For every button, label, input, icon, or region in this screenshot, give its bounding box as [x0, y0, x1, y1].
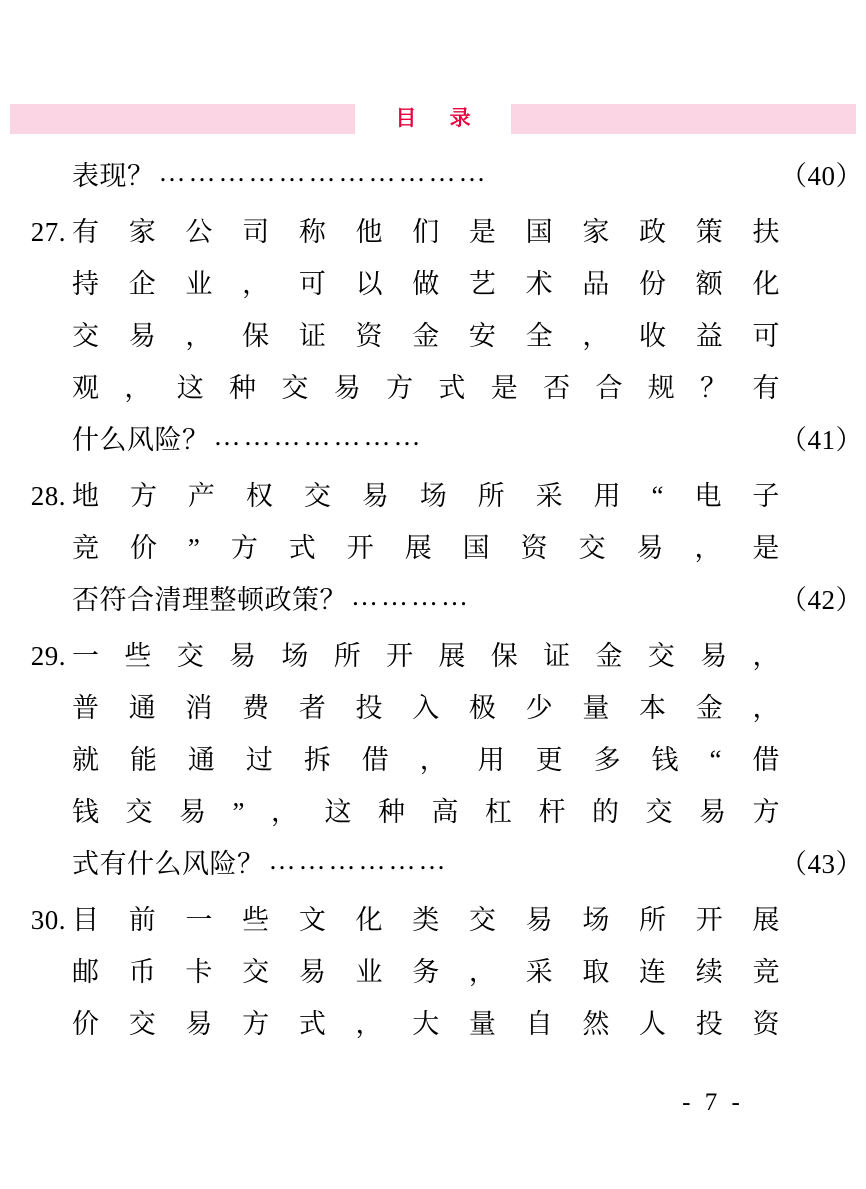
toc-text-char: 人: [639, 1009, 667, 1039]
toc-text-char: 交: [176, 641, 205, 671]
toc-text-char: 安: [468, 321, 497, 351]
toc-entry-line: [0, 362, 866, 414]
toc-entry-text: [72, 734, 780, 786]
toc-text-char: 所: [333, 641, 362, 671]
toc-text-char: 采: [525, 957, 554, 987]
toc-text-char: 取: [582, 957, 610, 987]
toc-entry-text: 式有什么风险？: [72, 849, 265, 879]
toc-text-char: “: [709, 745, 722, 775]
toc-text-char: 币: [128, 957, 157, 987]
toc-text-char: 易: [179, 797, 207, 827]
toc-entry-line: [0, 682, 866, 734]
toc-text-char: 产: [187, 481, 216, 511]
toc-text-char: ，: [468, 957, 497, 987]
toc-text-char: 合: [595, 373, 623, 403]
toc-text-char: 权: [245, 481, 274, 511]
toc-text-char: 交: [303, 481, 332, 511]
toc-text-char: 他: [355, 217, 384, 247]
toc-text-char: 易: [128, 321, 157, 351]
toc-text-char: “: [651, 481, 665, 511]
toc-text-char: 交: [468, 905, 497, 935]
toc-text-char: 术: [525, 269, 554, 299]
toc-text-char: 种: [377, 797, 406, 827]
toc-text-char: 种: [229, 373, 257, 403]
footer-page-number: - 7 -: [682, 1089, 744, 1116]
toc-text-char: 家: [128, 217, 157, 247]
toc-text-char: 大: [412, 1009, 440, 1039]
toc-entry-text: [72, 206, 780, 258]
toc-text-char: ”: [187, 533, 201, 563]
toc-text-char: 入: [412, 693, 440, 723]
toc-text-char: ，: [355, 1009, 384, 1039]
toc-text-char: 交: [128, 1009, 157, 1039]
toc-entry-line: [0, 574, 866, 626]
toc-text-char: 竞: [752, 957, 780, 987]
toc-entry-number: 27.: [30, 217, 66, 247]
toc-text-char: 交: [578, 533, 607, 563]
toc-text-char: 的: [591, 797, 620, 827]
toc-text-char: 收: [639, 321, 667, 351]
toc-entry-page: （43）: [780, 849, 863, 879]
toc-entry-text: [72, 258, 780, 310]
toc-text-char: 通: [187, 745, 216, 775]
toc-text-char: 能: [129, 745, 158, 775]
toc-text-char: 交: [72, 321, 100, 351]
toc-entry-text: [72, 998, 780, 1050]
toc-text-char: ，: [185, 321, 213, 351]
toc-leader-dots: …………: [351, 581, 471, 611]
toc-entry-line: [0, 414, 866, 466]
toc-text-char: 交: [125, 797, 153, 827]
toc-text-char: ”: [232, 797, 245, 827]
toc-text-char: 易: [698, 797, 727, 827]
toc-text-char: 类: [412, 905, 440, 935]
toc-text-char: 消: [185, 693, 213, 723]
toc-text-char: 益: [695, 321, 724, 351]
toc-text-char: 资: [355, 321, 384, 351]
toc-text-char: 展: [752, 905, 780, 935]
toc-text-char: 观: [72, 373, 100, 403]
toc-text-char: 这: [176, 373, 205, 403]
toc-text-char: 做: [412, 269, 440, 299]
toc-text-char: 化: [752, 269, 780, 299]
toc-text-char: 者: [298, 693, 327, 723]
toc-text-char: 品: [582, 269, 610, 299]
toc-text-char: 称: [298, 217, 327, 247]
toc-entry-page: （41）: [780, 425, 863, 455]
toc-text-char: 国: [462, 533, 491, 563]
toc-text-char: 一: [185, 905, 213, 935]
toc-text-char: 量: [582, 693, 610, 723]
toc-text-char: 交: [645, 797, 673, 827]
toc-entry-text: [72, 894, 780, 946]
toc-leader-dots: ……………………………: [158, 157, 489, 187]
toc-text-char: 易: [525, 905, 554, 935]
toc-text-char: 目: [72, 905, 100, 935]
toc-text-char: 然: [582, 1009, 610, 1039]
toc-text-char: 业: [355, 957, 384, 987]
toc-text-char: 持: [72, 269, 100, 299]
toc-text-char: 方: [129, 481, 158, 511]
toc-text-char: 量: [468, 1009, 497, 1039]
toc-entry-text: [72, 362, 780, 414]
toc-text-char: 场: [582, 905, 610, 935]
toc-text-char: ，: [242, 269, 270, 299]
toc-text-char: 开: [695, 905, 724, 935]
toc-entry[interactable]: [0, 206, 866, 466]
toc-text-char: 金: [595, 641, 623, 671]
toc-text-char: 可: [298, 269, 327, 299]
toc-leader-dots: …………………: [213, 421, 424, 451]
table-of-contents: [0, 150, 866, 1054]
toc-text-char: 公: [185, 217, 213, 247]
toc-text-char: 交: [647, 641, 676, 671]
toc-text-char: ，: [582, 321, 610, 351]
toc-text-char: 式: [298, 1009, 327, 1039]
toc-text-char: 电: [694, 481, 722, 511]
toc-text-char: 些: [124, 641, 152, 671]
toc-text-char: 高: [431, 797, 459, 827]
toc-text-char: 邮: [72, 957, 100, 987]
toc-text-char: 扶: [752, 217, 780, 247]
toc-entry-text: [72, 522, 780, 574]
toc-text-char: 易: [229, 641, 257, 671]
toc-text-char: 前: [128, 905, 157, 935]
toc-entry-page: （42）: [780, 585, 863, 615]
toc-text-char: 证: [298, 321, 327, 351]
toc-text-char: 份: [639, 269, 667, 299]
toc-entry-text: 什么风险？: [72, 425, 210, 455]
toc-entry-number: 30.: [30, 905, 66, 935]
toc-text-char: 易: [298, 957, 327, 987]
toc-text-char: ，: [752, 693, 780, 723]
toc-text-char: 价: [129, 533, 158, 563]
toc-text-char: 开: [386, 641, 414, 671]
toc-entry[interactable]: [0, 470, 866, 626]
toc-text-char: 投: [355, 693, 384, 723]
toc-text-char: 少: [525, 693, 554, 723]
toc-text-char: 所: [639, 905, 667, 935]
toc-text-char: 们: [412, 217, 440, 247]
toc-text-char: 金: [412, 321, 440, 351]
toc-text-char: 务: [412, 957, 440, 987]
toc-text-char: 艺: [468, 269, 497, 299]
toc-text-char: 政: [639, 217, 667, 247]
toc-text-char: 场: [281, 641, 309, 671]
toc-text-char: 方: [752, 797, 780, 827]
toc-text-char: 这: [324, 797, 352, 827]
page-header-title-text: 目 录: [355, 104, 510, 134]
toc-text-char: 易: [361, 481, 390, 511]
toc-text-char: 全: [525, 321, 554, 351]
toc-entry-text: [72, 310, 780, 362]
toc-text-char: 过: [245, 745, 274, 775]
toc-text-char: 续: [695, 957, 724, 987]
toc-text-char: 化: [355, 905, 384, 935]
toc-entry-line: [0, 206, 866, 258]
toc-text-char: 文: [298, 905, 327, 935]
toc-text-char: 式: [288, 533, 317, 563]
toc-text-char: 式: [438, 373, 466, 403]
toc-text-char: 自: [525, 1009, 554, 1039]
toc-text-char: 拆: [303, 745, 332, 775]
page-header-title: [10, 104, 856, 134]
toc-text-char: ，: [752, 641, 780, 671]
toc-entry-line: [0, 734, 866, 786]
toc-entry-line: [0, 894, 866, 946]
toc-entry-line: [0, 310, 866, 362]
toc-entry[interactable]: [0, 630, 866, 890]
toc-text-char: 交: [242, 957, 270, 987]
toc-text-char: 是: [490, 373, 519, 403]
toc-text-char: 开: [346, 533, 375, 563]
toc-text-char: 本: [639, 693, 667, 723]
toc-text-char: 国: [525, 217, 554, 247]
toc-text-char: ，: [270, 797, 299, 827]
toc-entry[interactable]: [0, 894, 866, 1050]
toc-text-char: ，: [694, 533, 722, 563]
toc-text-char: 费: [242, 693, 270, 723]
toc-entry-text: [72, 630, 780, 682]
toc-text-char: 展: [404, 533, 433, 563]
toc-text-char: 规: [647, 373, 676, 403]
toc-text-char: 易: [700, 641, 728, 671]
toc-text-char: 以: [355, 269, 384, 299]
toc-text-char: 普: [72, 693, 100, 723]
toc-text-char: 易: [185, 1009, 213, 1039]
toc-entry-line: [0, 630, 866, 682]
toc-text-char: 司: [242, 217, 270, 247]
toc-entry-line: [0, 150, 866, 202]
toc-entry-page: （40）: [780, 161, 863, 191]
toc-text-char: 卡: [185, 957, 213, 987]
toc-entry-line: [0, 838, 866, 890]
toc-entry-line: [0, 946, 866, 998]
toc-text-char: 钱: [651, 745, 680, 775]
toc-text-char: 就: [72, 745, 100, 775]
toc-text-char: 方: [230, 533, 259, 563]
toc-text-char: 钱: [72, 797, 100, 827]
toc-text-char: 易: [636, 533, 665, 563]
toc-text-char: 更: [535, 745, 564, 775]
toc-text-char: 借: [361, 745, 390, 775]
toc-text-char: 一: [72, 641, 100, 671]
toc-entry-text: 表现？: [72, 161, 155, 191]
toc-text-char: ，: [124, 373, 152, 403]
toc-entry[interactable]: [0, 150, 866, 202]
toc-text-char: 证: [543, 641, 571, 671]
toc-text-char: 策: [695, 217, 724, 247]
toc-text-char: 方: [242, 1009, 270, 1039]
toc-leader-dots: ………………: [268, 845, 449, 875]
toc-text-char: ，: [419, 745, 448, 775]
toc-text-char: ？: [700, 373, 728, 403]
toc-text-char: 所: [477, 481, 506, 511]
toc-text-char: 用: [477, 745, 506, 775]
toc-text-char: 额: [695, 269, 724, 299]
toc-text-char: 用: [593, 481, 622, 511]
toc-text-char: 否: [543, 373, 571, 403]
toc-text-char: 金: [695, 693, 724, 723]
toc-text-char: 价: [72, 1009, 100, 1039]
toc-entry-text: [72, 786, 780, 838]
toc-entry-number: 28.: [30, 481, 66, 511]
toc-entry-number: 29.: [30, 641, 66, 671]
toc-text-char: 多: [593, 745, 622, 775]
toc-text-char: 地: [72, 481, 100, 511]
toc-text-char: 杆: [538, 797, 566, 827]
toc-text-char: 企: [128, 269, 157, 299]
toc-entry-line: [0, 258, 866, 310]
toc-entry-text: [72, 682, 780, 734]
toc-text-char: 业: [185, 269, 213, 299]
toc-text-char: 可: [752, 321, 780, 351]
toc-entry-line: [0, 998, 866, 1050]
toc-text-char: 采: [535, 481, 564, 511]
toc-text-char: 是: [752, 533, 780, 563]
toc-text-char: 场: [419, 481, 448, 511]
toc-text-char: 杠: [484, 797, 513, 827]
toc-text-char: 家: [582, 217, 610, 247]
toc-text-char: 交: [281, 373, 309, 403]
toc-text-char: 资: [752, 1009, 780, 1039]
toc-text-char: 借: [752, 745, 780, 775]
toc-text-char: 有: [72, 217, 100, 247]
toc-entry-line: [0, 786, 866, 838]
toc-text-char: 是: [468, 217, 497, 247]
toc-entry-text: 否符合清理整顿政策？: [72, 585, 347, 615]
toc-text-char: 通: [128, 693, 157, 723]
toc-text-char: 易: [333, 373, 362, 403]
toc-entry-text: [72, 470, 780, 522]
toc-text-char: 有: [752, 373, 780, 403]
toc-text-char: 些: [242, 905, 270, 935]
toc-entry-line: [0, 470, 866, 522]
toc-text-char: 保: [242, 321, 270, 351]
toc-text-char: 方: [386, 373, 414, 403]
toc-entry-line: [0, 522, 866, 574]
toc-text-char: 子: [752, 481, 780, 511]
toc-text-char: 连: [639, 957, 667, 987]
toc-text-char: 保: [490, 641, 519, 671]
toc-text-char: 资: [520, 533, 549, 563]
toc-text-char: 展: [438, 641, 466, 671]
toc-text-char: 极: [468, 693, 497, 723]
toc-text-char: 竞: [72, 533, 100, 563]
header-band: [10, 104, 856, 134]
toc-text-char: 投: [695, 1009, 724, 1039]
toc-entry-text: [72, 946, 780, 998]
